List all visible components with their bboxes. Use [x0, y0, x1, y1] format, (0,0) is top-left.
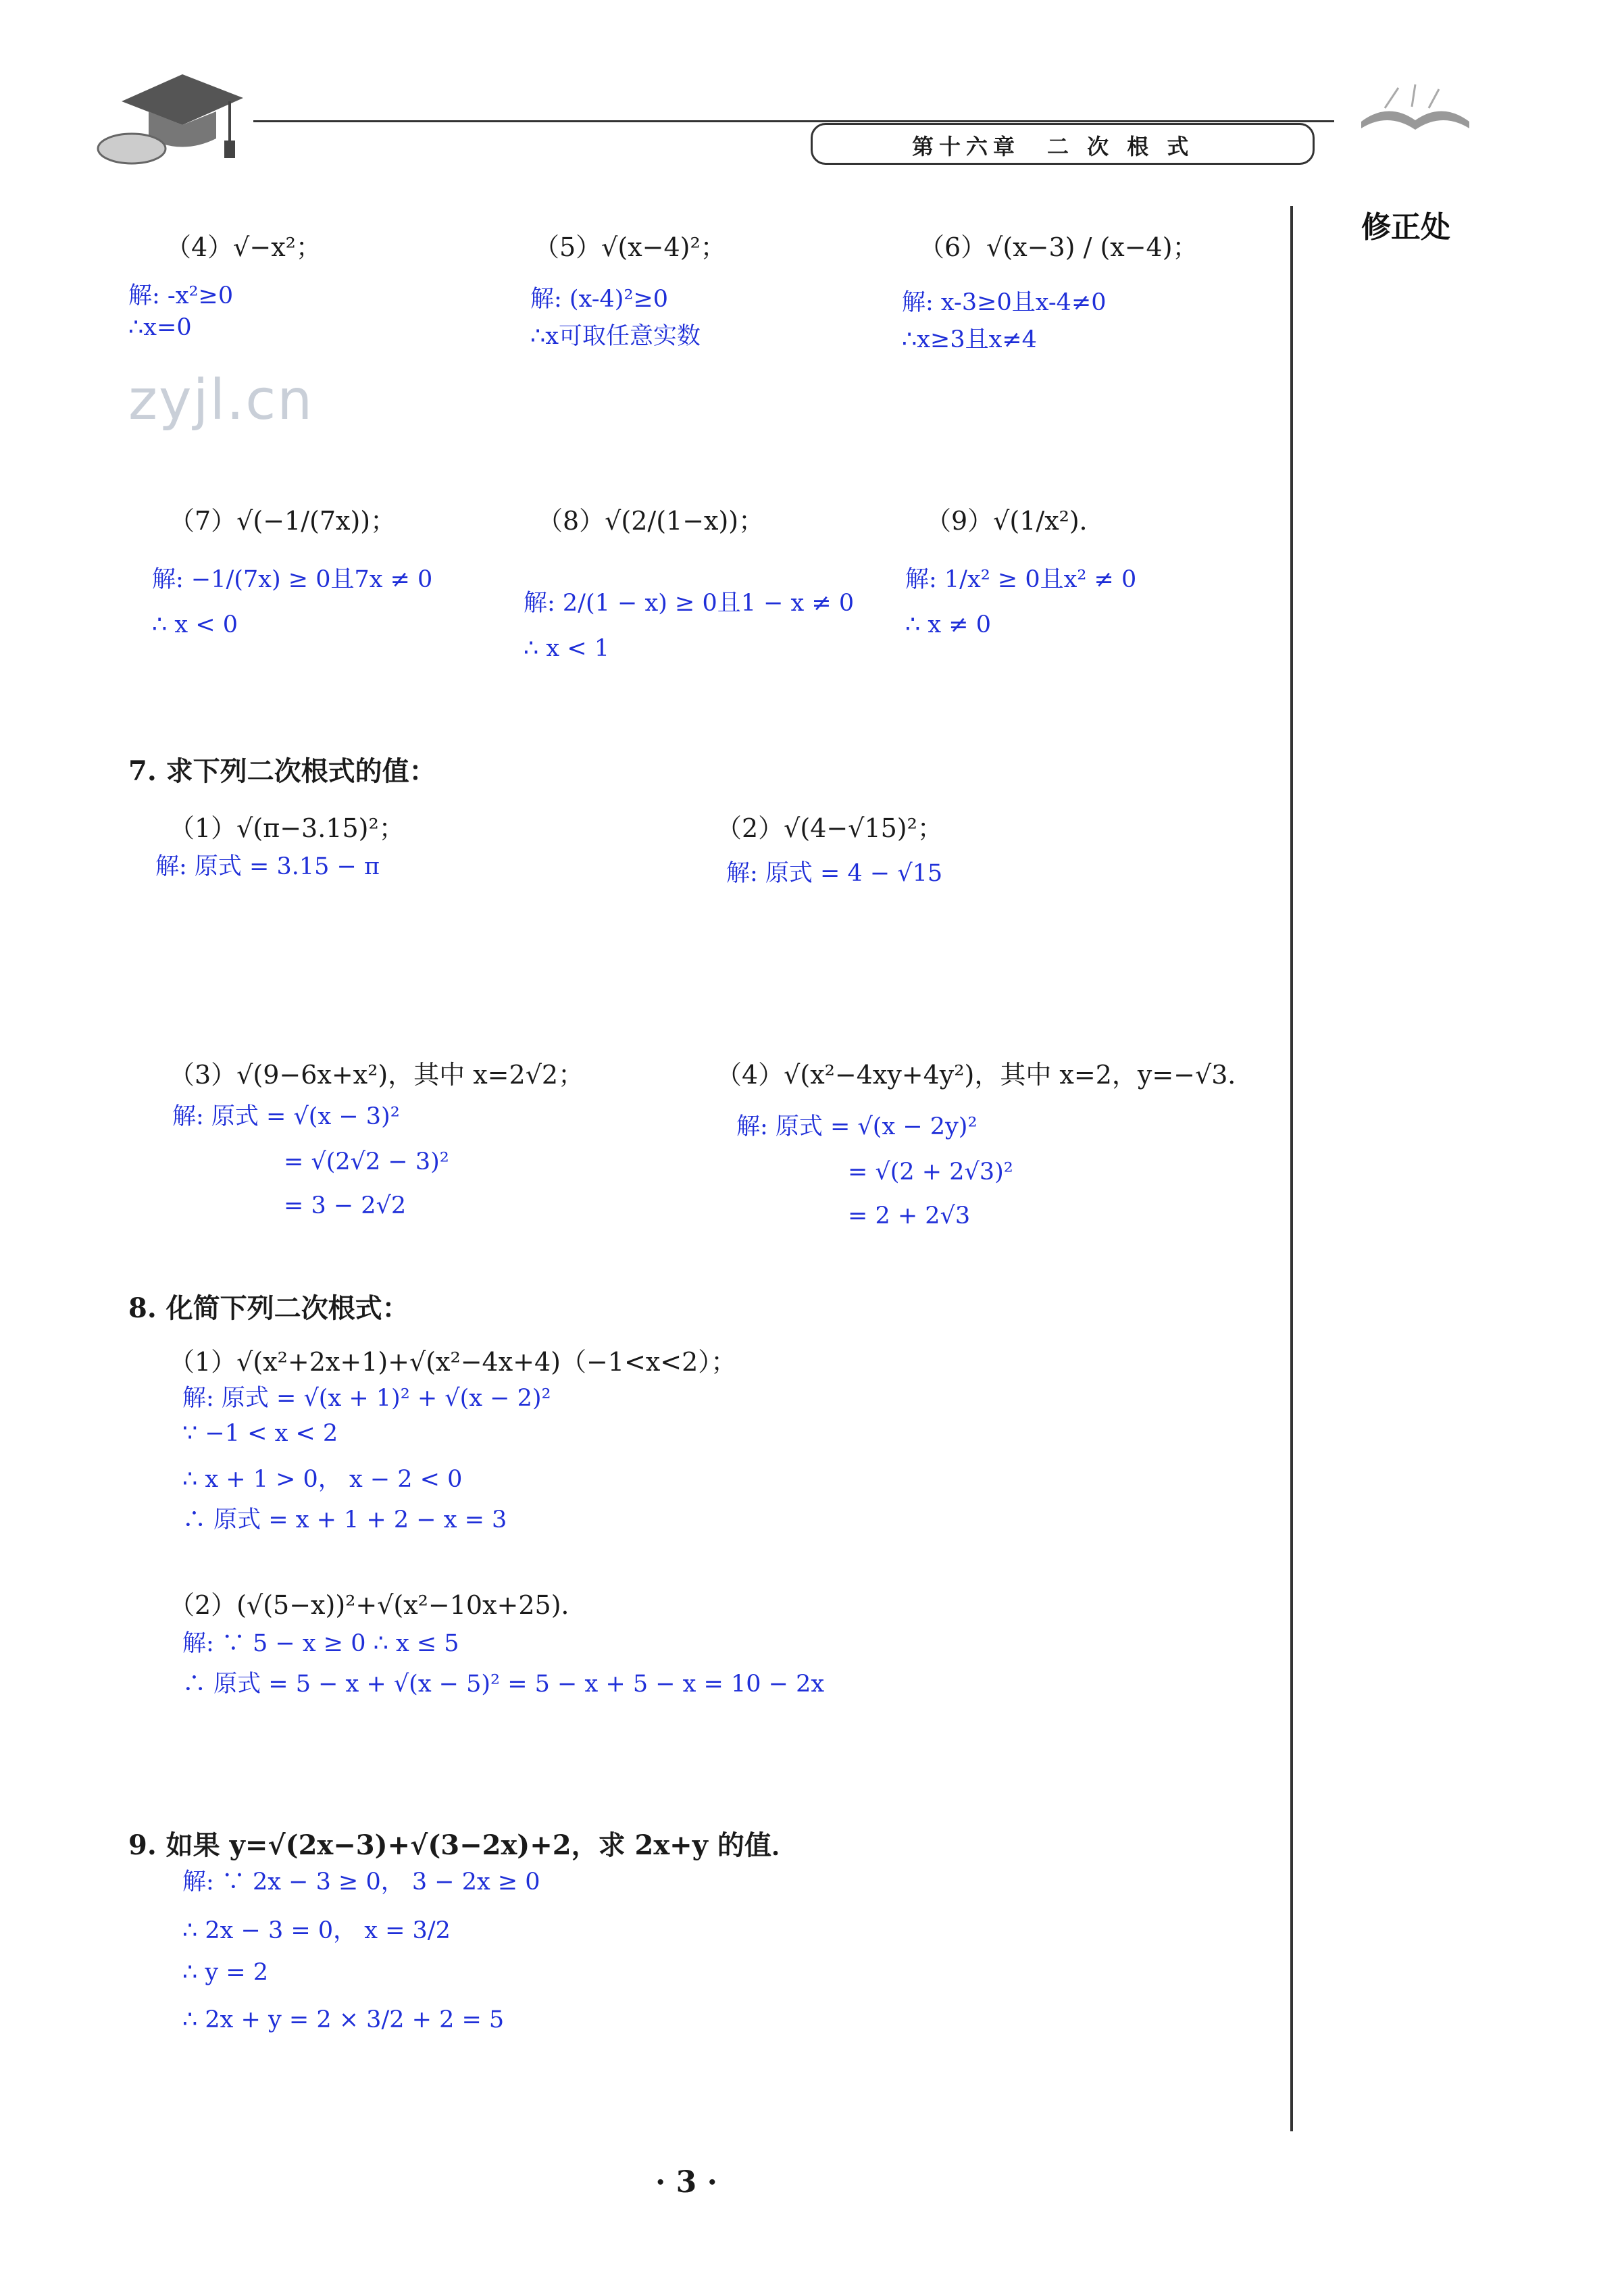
q6-item-7-sol-1: 解: −1/(7x) ≥ 0且7x ≠ 0 [152, 566, 433, 593]
page-number: · 3 · [655, 2165, 717, 2200]
q6-item-4-sol-2: ∴x=0 [128, 314, 192, 341]
q8-item-2-sol-1: 解: ∵ 5 − x ≥ 0 ∴ x ≤ 5 [182, 1630, 459, 1657]
chapter-title: 第十六章 二 次 根 式 [912, 134, 1194, 159]
q7-item-4-sol-3: = 2 + 2√3 [848, 1202, 971, 1229]
q7-item-1-sol-1: 解: 原式 = 3.15 − π [155, 853, 380, 880]
q9-sol-3: ∴ y = 2 [182, 1959, 269, 1986]
q7-item-3-sol-3: = 3 − 2√2 [284, 1192, 407, 1219]
q6-item-9-label: （9）√(1/x²)． [925, 506, 1105, 536]
q6-item-5-sol-1: 解: (x-4)²≥0 [530, 286, 669, 313]
q6-item-6-sol-2: ∴x≥3且x≠4 [902, 326, 1037, 353]
q7-item-4-sol-2: = √(2 + 2√3)² [848, 1159, 1013, 1186]
q8-item-1-sol-2: ∵ −1 < x < 2 [182, 1420, 338, 1447]
q6-item-5-label: （5）√(x−4)²； [534, 232, 726, 262]
q6-item-6-sol-1: 解: x-3≥0且x-4≠0 [902, 289, 1107, 316]
header-rule [253, 120, 1334, 122]
q9-sol-2: ∴ 2x − 3 = 0， x = 3/2 [182, 1917, 451, 1944]
q6-item-8-label: （8）√(2/(1−x))； [537, 506, 765, 536]
q8-item-1-sol-1: 解: 原式 = √(x + 1)² + √(x − 2)² [182, 1385, 551, 1412]
q7-item-2-label: （2）√(4−√15)²； [716, 813, 943, 843]
q6-item-9-sol-1: 解: 1/x² ≥ 0且x² ≠ 0 [905, 566, 1137, 593]
q6-item-6-label: （6）√(x−3) / (x−4)； [919, 232, 1198, 262]
q6-item-9-sol-2: ∴ x ≠ 0 [905, 611, 991, 638]
q6-item-7-label: （7）√(−1/(7x))； [169, 506, 397, 536]
q6-item-5-sol-2: ∴x可取任意实数 [530, 323, 701, 350]
q8-item-2-label: （2）(√(5−x))²+√(x²−10x+25)． [169, 1590, 587, 1620]
q8-item-1-sol-4: ∴ 原式 = x + 1 + 2 − x = 3 [182, 1506, 507, 1533]
q9-sol-4: ∴ 2x + y = 2 × 3/2 + 2 = 5 [182, 2006, 505, 2033]
q8-title: 8. 化简下列二次根式： [128, 1292, 409, 1324]
q7-title: 7. 求下列二次根式的值： [128, 755, 436, 787]
q7-item-4-label: （4）√(x²−4xy+4y²)，其中 x=2，y=−√3． [716, 1060, 1254, 1090]
q7-item-1-label: （1）√(π−3.15)²； [169, 813, 405, 843]
q8-item-1-sol-3: ∴ x + 1 > 0， x − 2 < 0 [182, 1466, 463, 1493]
q9-sol-1: 解: ∵ 2x − 3 ≥ 0， 3 − 2x ≥ 0 [182, 1869, 540, 1896]
q7-item-3-sol-1: 解: 原式 = √(x − 3)² [172, 1103, 400, 1130]
q6-item-8-sol-2: ∴ x < 1 [524, 635, 609, 662]
q6-item-8-sol-1: 解: 2/(1 − x) ≥ 0且1 − x ≠ 0 [524, 590, 855, 617]
q6-item-4-label: （4）√−x²； [166, 232, 322, 262]
q8-item-2-sol-2: ∴ 原式 = 5 − x + √(x − 5)² = 5 − x + 5 − x = 10 − 2x [182, 1671, 825, 1698]
q7-item-3-label: （3）√(9−6x+x²)，其中 x=2√2； [169, 1060, 584, 1090]
correction-column-title: 修正处 [1361, 210, 1450, 245]
q9-title: 9. 如果 y=√(2x−3)+√(3−2x)+2，求 2x+y 的值． [128, 1829, 798, 1861]
q6-item-4-sol-1: 解: -x²≥0 [128, 282, 234, 309]
q7-item-2-sol-1: 解: 原式 = 4 − √15 [726, 860, 943, 887]
margin-divider [1290, 206, 1293, 2131]
q7-item-4-sol-1: 解: 原式 = √(x − 2y)² [736, 1113, 978, 1140]
watermark: zyjl.cn [128, 368, 314, 432]
graduation-cap-icon [95, 61, 250, 169]
q8-item-1-label: （1）√(x²+2x+1)+√(x²−4x+4)（−1<x<2）； [169, 1347, 737, 1377]
open-book-icon [1358, 81, 1473, 135]
q6-item-7-sol-2: ∴ x < 0 [152, 611, 238, 638]
q7-item-3-sol-2: = √(2√2 − 3)² [284, 1148, 449, 1175]
